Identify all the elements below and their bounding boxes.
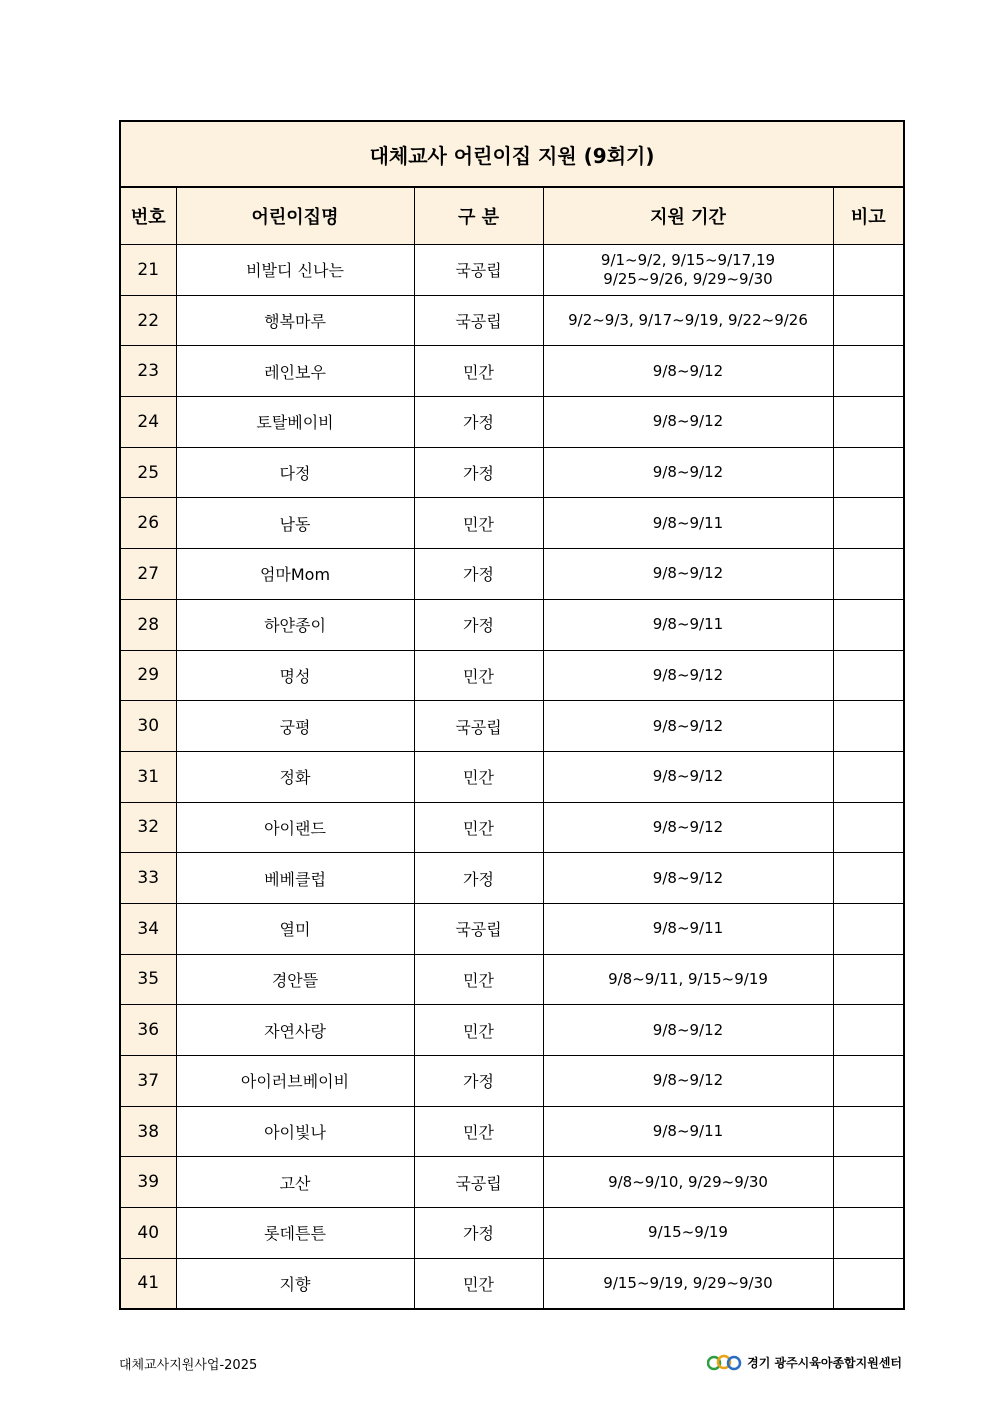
row-daycare-name: 명성 [176, 650, 414, 701]
row-number: 38 [120, 1106, 176, 1157]
row-note [833, 802, 904, 853]
row-note [833, 903, 904, 954]
row-category: 가정 [414, 1208, 543, 1259]
row-category: 민간 [414, 751, 543, 802]
period-line: 9/8~9/11 [652, 1122, 724, 1141]
row-support-period [543, 650, 833, 701]
period-line: 9/8~9/12 [652, 463, 724, 482]
row-number: 29 [120, 650, 176, 701]
table-title: 대체교사 어린이집 지원 (9회기) [120, 121, 904, 187]
row-category: 가정 [414, 599, 543, 650]
row-daycare-name: 궁평 [176, 701, 414, 752]
table-row [120, 295, 904, 346]
row-note [833, 599, 904, 650]
period-line: 9/8~9/12 [652, 767, 724, 786]
footer-project-label: 대체교사지원사업-2025 [119, 1358, 258, 1373]
row-category: 민간 [414, 802, 543, 853]
row-category: 국공립 [414, 245, 543, 296]
row-category: 국공립 [414, 701, 543, 752]
row-number: 41 [120, 1258, 176, 1309]
table-row [120, 650, 904, 701]
row-number: 35 [120, 954, 176, 1005]
row-support-period [543, 751, 833, 802]
table-row [120, 245, 904, 296]
row-category: 가정 [414, 549, 543, 600]
table-row [120, 954, 904, 1005]
row-support-period [543, 1005, 833, 1056]
period-line: 9/25~9/26, 9/29~9/30 [603, 269, 773, 288]
row-support-period [543, 1157, 833, 1208]
row-note [833, 701, 904, 752]
table-row [120, 447, 904, 498]
period-line: 9/8~9/11, 9/15~9/19 [608, 969, 768, 988]
row-number: 21 [120, 245, 176, 296]
row-daycare-name: 베베클럽 [176, 853, 414, 904]
table-row [120, 1106, 904, 1157]
header-note: 비고 [833, 187, 904, 245]
row-note [833, 1056, 904, 1107]
table-row [120, 599, 904, 650]
period-line: 9/8~9/12 [652, 1020, 724, 1039]
table-row [120, 751, 904, 802]
row-number: 24 [120, 397, 176, 448]
row-category: 가정 [414, 397, 543, 448]
row-support-period [543, 1106, 833, 1157]
row-number: 34 [120, 903, 176, 954]
row-number: 25 [120, 447, 176, 498]
row-category: 민간 [414, 346, 543, 397]
row-note [833, 1106, 904, 1157]
row-note [833, 447, 904, 498]
header-row [120, 187, 904, 245]
header-category: 구 분 [414, 187, 543, 245]
footer-organization-name: 경기 광주시육아종합지원센터 [747, 1355, 902, 1370]
table-row [120, 903, 904, 954]
row-number: 26 [120, 498, 176, 549]
row-note [833, 1005, 904, 1056]
table-row [120, 346, 904, 397]
row-number: 28 [120, 599, 176, 650]
row-category: 민간 [414, 650, 543, 701]
row-note [833, 650, 904, 701]
row-daycare-name: 아이랜드 [176, 802, 414, 853]
period-line: 9/8~9/11 [652, 919, 724, 938]
row-daycare-name: 경안뜰 [176, 954, 414, 1005]
period-line: 9/8~9/12 [652, 361, 724, 380]
row-daycare-name: 정화 [176, 751, 414, 802]
row-note [833, 1208, 904, 1259]
row-category: 국공립 [414, 1157, 543, 1208]
period-line: 9/1~9/2, 9/15~9/17,19 [600, 250, 776, 269]
period-line: 9/8~9/12 [652, 412, 724, 431]
period-line: 9/8~9/11 [652, 513, 724, 532]
period-line: 9/2~9/3, 9/17~9/19, 9/22~9/26 [568, 311, 808, 330]
row-support-period [543, 447, 833, 498]
table-row [120, 701, 904, 752]
row-daycare-name: 열미 [176, 903, 414, 954]
row-daycare-name: 비발디 신나는 [176, 245, 414, 296]
period-line: 9/8~9/11 [652, 615, 724, 634]
row-support-period [543, 498, 833, 549]
row-number: 23 [120, 346, 176, 397]
row-support-period [543, 701, 833, 752]
footer-organization [707, 1353, 902, 1371]
period-line: 9/8~9/12 [652, 868, 724, 887]
row-support-period [543, 954, 833, 1005]
row-daycare-name: 행복마루 [176, 295, 414, 346]
row-number: 32 [120, 802, 176, 853]
row-note [833, 853, 904, 904]
row-note [833, 1258, 904, 1309]
row-daycare-name: 레인보우 [176, 346, 414, 397]
row-support-period [543, 295, 833, 346]
row-note [833, 346, 904, 397]
row-number: 39 [120, 1157, 176, 1208]
row-number: 36 [120, 1005, 176, 1056]
header-support-period: 지원 기간 [543, 187, 833, 245]
row-number: 31 [120, 751, 176, 802]
period-line: 9/8~9/12 [652, 665, 724, 684]
row-number: 27 [120, 549, 176, 600]
table-row [120, 853, 904, 904]
row-daycare-name: 토탈베이비 [176, 397, 414, 448]
period-line: 9/15~9/19 [648, 1223, 728, 1242]
period-line: 9/8~9/10, 9/29~9/30 [608, 1172, 768, 1191]
row-daycare-name: 다정 [176, 447, 414, 498]
center-logo-icon [707, 1353, 743, 1371]
row-support-period [543, 903, 833, 954]
row-note [833, 751, 904, 802]
row-number: 30 [120, 701, 176, 752]
support-table [119, 120, 905, 1310]
table-row [120, 1208, 904, 1259]
row-category: 민간 [414, 1106, 543, 1157]
table-row [120, 397, 904, 448]
period-line: 9/15~9/19, 9/29~9/30 [603, 1273, 773, 1292]
header-daycare-name: 어린이집명 [176, 187, 414, 245]
period-line: 9/8~9/12 [652, 716, 724, 735]
row-support-period [543, 549, 833, 600]
row-category: 민간 [414, 498, 543, 549]
row-category: 민간 [414, 1005, 543, 1056]
row-support-period [543, 346, 833, 397]
row-note [833, 397, 904, 448]
table-row [120, 549, 904, 600]
row-category: 가정 [414, 447, 543, 498]
table-body [120, 245, 904, 1309]
row-support-period [543, 853, 833, 904]
row-support-period [543, 245, 833, 296]
row-category: 민간 [414, 954, 543, 1005]
row-number: 33 [120, 853, 176, 904]
row-support-period [543, 1208, 833, 1259]
row-daycare-name: 엄마Mom [176, 549, 414, 600]
row-daycare-name: 아이러브베이비 [176, 1056, 414, 1107]
row-daycare-name: 남동 [176, 498, 414, 549]
table-row [120, 1258, 904, 1309]
row-category: 가정 [414, 1056, 543, 1107]
row-number: 40 [120, 1208, 176, 1259]
period-line: 9/8~9/12 [652, 1071, 724, 1090]
row-note [833, 498, 904, 549]
row-support-period [543, 599, 833, 650]
row-support-period [543, 1258, 833, 1309]
period-line: 9/8~9/12 [652, 817, 724, 836]
row-note [833, 549, 904, 600]
table-row [120, 802, 904, 853]
row-support-period [543, 397, 833, 448]
row-daycare-name: 고산 [176, 1157, 414, 1208]
row-note [833, 1157, 904, 1208]
table-row [120, 498, 904, 549]
row-note [833, 295, 904, 346]
row-support-period [543, 802, 833, 853]
period-line: 9/8~9/12 [652, 564, 724, 583]
row-daycare-name: 자연사랑 [176, 1005, 414, 1056]
header-number: 번호 [120, 187, 176, 245]
row-category: 가정 [414, 853, 543, 904]
row-category: 국공립 [414, 903, 543, 954]
row-support-period [543, 1056, 833, 1107]
row-daycare-name: 롯데튼튼 [176, 1208, 414, 1259]
row-number: 22 [120, 295, 176, 346]
row-daycare-name: 지향 [176, 1258, 414, 1309]
row-daycare-name: 아이빛나 [176, 1106, 414, 1157]
table-row [120, 1005, 904, 1056]
row-number: 37 [120, 1056, 176, 1107]
row-category: 민간 [414, 1258, 543, 1309]
table-row [120, 1157, 904, 1208]
row-category: 국공립 [414, 295, 543, 346]
row-daycare-name: 하얀종이 [176, 599, 414, 650]
row-note [833, 954, 904, 1005]
table-row [120, 1056, 904, 1107]
row-note [833, 245, 904, 296]
